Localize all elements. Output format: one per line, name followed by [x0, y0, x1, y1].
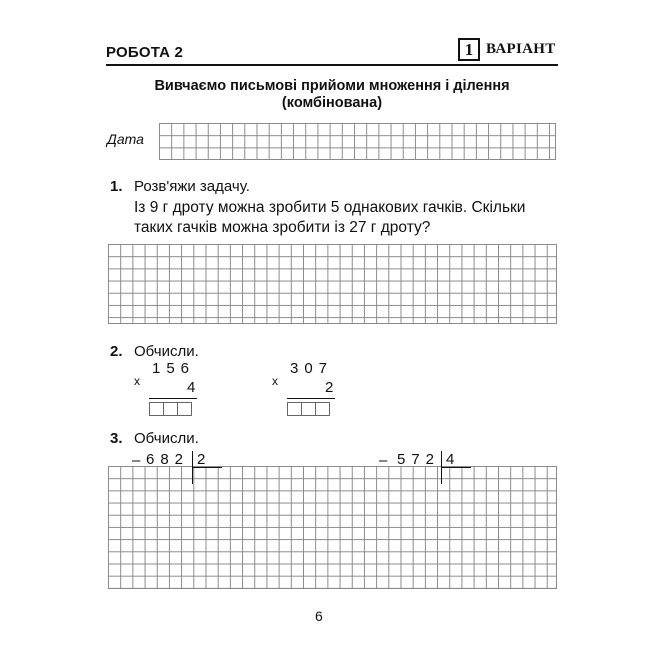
multiplicand: 156	[152, 360, 196, 377]
task1-number: 1.	[110, 178, 123, 195]
task3-number: 3.	[110, 430, 123, 447]
task1-problem-line2: таких гачків можна зробити із 27 г дроту?	[134, 219, 431, 236]
lesson-title: Вивчаємо письмові прийоми множення і ділення	[154, 78, 510, 94]
answer-cell[interactable]	[315, 402, 330, 416]
task3-instruction: Обчисли.	[134, 430, 199, 447]
multiplier: 4	[187, 379, 202, 396]
division-bar-horizontal	[441, 467, 471, 468]
divisor: 2	[197, 451, 212, 468]
answer-cell[interactable]	[177, 402, 192, 416]
multiply-sign: x	[134, 374, 140, 388]
variant-number-box: 1	[458, 38, 480, 61]
date-label: Дата	[107, 131, 144, 147]
result-line	[149, 398, 197, 399]
page-number: 6	[315, 608, 323, 624]
answer-cell[interactable]	[287, 402, 302, 416]
multiplication-problem-2	[268, 360, 348, 420]
task1-instruction: Розв'яжи задачу.	[134, 178, 250, 195]
result-line	[287, 398, 335, 399]
date-grid[interactable]	[159, 123, 556, 160]
task2-number: 2.	[110, 343, 123, 360]
dividend: 682	[146, 451, 190, 468]
answer-cell[interactable]	[149, 402, 164, 416]
task1-answer-grid[interactable]	[108, 244, 557, 324]
minus-sign: –	[379, 452, 388, 469]
lesson-subtitle: (комбінована)	[281, 95, 383, 111]
multiplicand: 307	[290, 360, 334, 377]
answer-cells[interactable]	[149, 402, 191, 416]
multiplier: 2	[325, 379, 340, 396]
multiply-sign: x	[272, 374, 278, 388]
work-label: РОБОТА 2	[106, 44, 184, 61]
minus-sign: –	[132, 452, 141, 469]
answer-cell[interactable]	[301, 402, 316, 416]
dividend: 572	[397, 451, 441, 468]
answer-cell[interactable]	[163, 402, 178, 416]
answer-cells[interactable]	[287, 402, 329, 416]
divisor: 4	[446, 451, 461, 468]
task2-instruction: Обчисли.	[134, 343, 199, 360]
multiplication-problem-1	[130, 360, 210, 420]
task1-problem-line1: Із 9 г дроту можна зробити 5 однакових гачків. Скільки	[134, 199, 526, 216]
task3-work-grid[interactable]	[108, 466, 557, 589]
variant-label: ВАРІАНТ	[486, 41, 556, 57]
header-rule	[106, 64, 558, 66]
division-bar-horizontal	[192, 467, 222, 468]
